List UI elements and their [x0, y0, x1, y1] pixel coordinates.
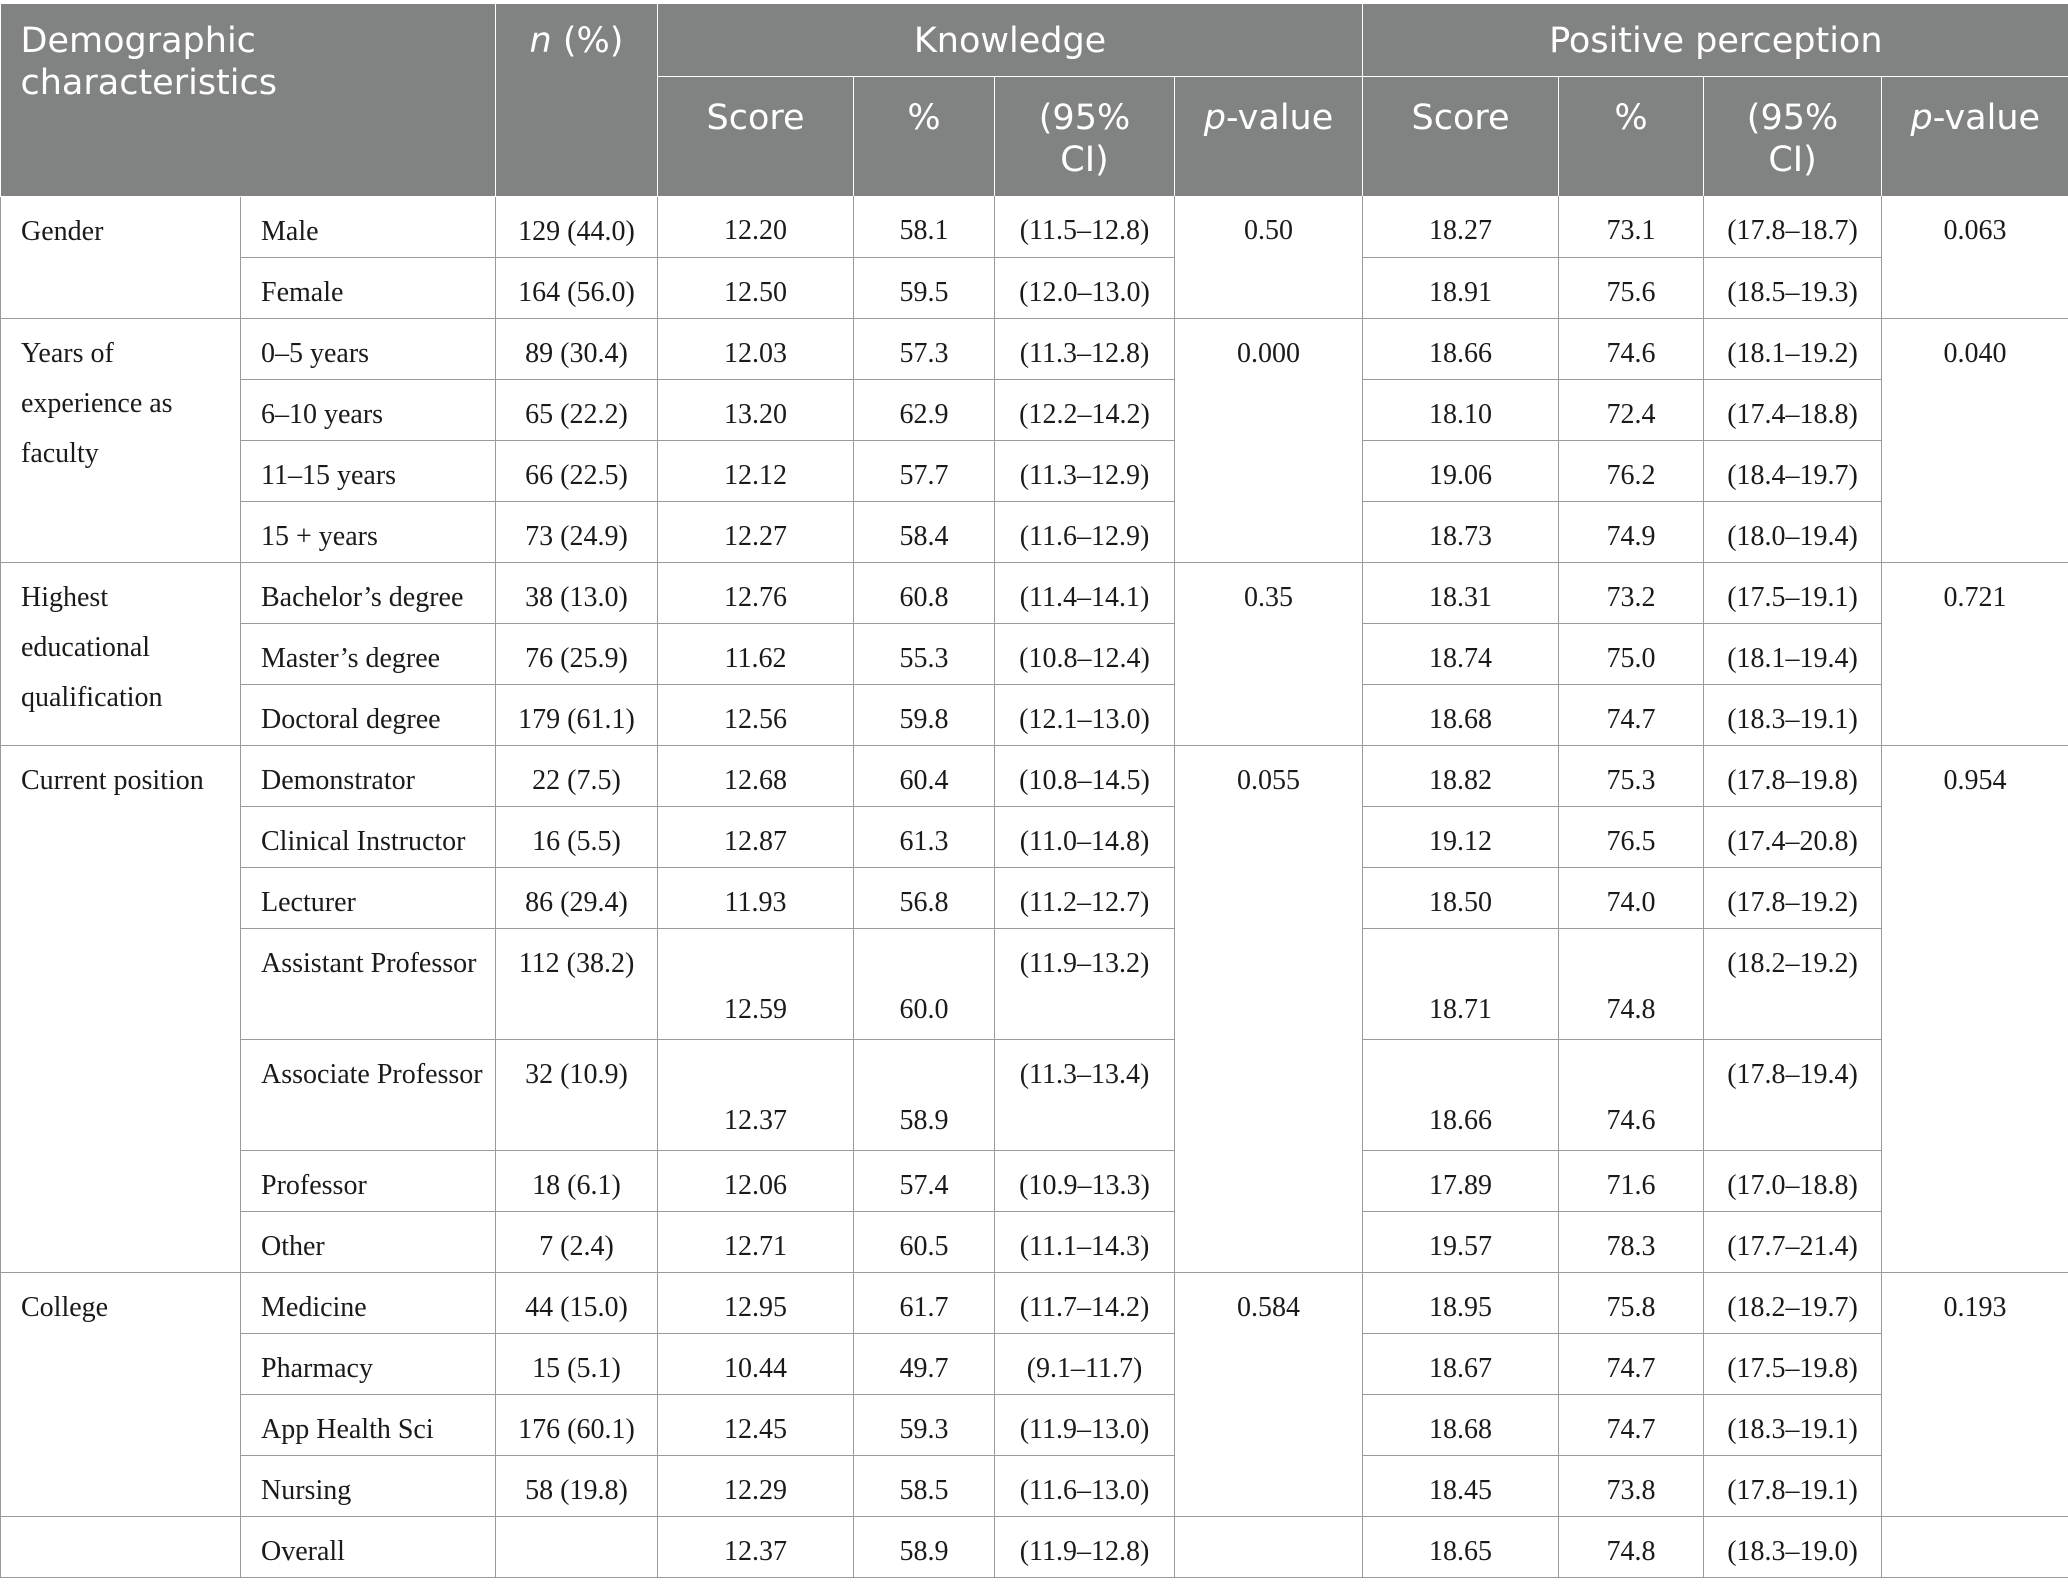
perception-score-cell: 18.74	[1363, 623, 1559, 684]
knowledge-ci-cell: (11.1–14.3)	[995, 1211, 1175, 1272]
knowledge-score-cell: 10.44	[658, 1333, 854, 1394]
perception-score-cell: 18.71	[1363, 928, 1559, 1039]
overall-perception-percent: 74.8	[1559, 1516, 1704, 1577]
table-row	[1, 440, 2068, 501]
group-label: Gender	[1, 196, 241, 318]
perception-percent-cell: 74.7	[1559, 684, 1704, 745]
knowledge-percent-cell: 60.5	[854, 1211, 995, 1272]
knowledge-ci-cell: (11.9–13.0)	[995, 1394, 1175, 1455]
perception-score-cell: 18.82	[1363, 745, 1559, 806]
knowledge-score-cell: 12.59	[658, 928, 854, 1039]
n-cell: 7 (2.4)	[496, 1211, 658, 1272]
perception-ci-cell: (18.1–19.2)	[1704, 318, 1882, 379]
perception-percent-cell: 73.2	[1559, 562, 1704, 623]
perception-ci-cell: (17.8–19.2)	[1704, 867, 1882, 928]
table-row	[1, 1455, 2068, 1516]
table-row	[1, 745, 2068, 806]
overall-knowledge-score: 12.37	[658, 1516, 854, 1577]
knowledge-ci-cell: (10.8–12.4)	[995, 623, 1175, 684]
category-label: Male	[241, 196, 496, 257]
category-label: Medicine	[241, 1272, 496, 1333]
header-n-pct: (%)	[562, 21, 624, 61]
knowledge-percent-cell: 58.5	[854, 1455, 995, 1516]
knowledge-percent-cell: 58.9	[854, 1039, 995, 1150]
knowledge-score-cell: 12.95	[658, 1272, 854, 1333]
table-body	[1, 196, 2068, 1577]
overall-knowledge-pvalue	[1175, 1516, 1363, 1577]
knowledge-percent-cell: 62.9	[854, 379, 995, 440]
knowledge-percent-cell: 59.5	[854, 257, 995, 318]
perception-ci-cell: (17.5–19.1)	[1704, 562, 1882, 623]
knowledge-score-cell: 12.20	[658, 196, 854, 257]
n-cell: 179 (61.1)	[496, 684, 658, 745]
perception-percent-cell: 75.3	[1559, 745, 1704, 806]
perception-percent-cell: 74.9	[1559, 501, 1704, 562]
group-label: Years of experience as faculty	[1, 318, 241, 562]
perception-score-cell: 19.57	[1363, 1211, 1559, 1272]
knowledge-score-cell: 12.71	[658, 1211, 854, 1272]
category-label: Assistant Professor	[241, 928, 496, 1039]
knowledge-ci-cell: (11.3–13.4)	[995, 1039, 1175, 1150]
knowledge-ci-cell: (12.2–14.2)	[995, 379, 1175, 440]
overall-n-cell	[496, 1516, 658, 1577]
table-row	[1, 1333, 2068, 1394]
header-perception-score: Score	[1363, 77, 1559, 197]
perception-score-cell: 19.06	[1363, 440, 1559, 501]
category-label: 6–10 years	[241, 379, 496, 440]
header-knowledge-pvalue	[1175, 77, 1363, 197]
knowledge-percent-cell: 60.0	[854, 928, 995, 1039]
group-label: College	[1, 1272, 241, 1516]
perception-ci-cell: (17.8–19.8)	[1704, 745, 1882, 806]
knowledge-score-cell: 11.93	[658, 867, 854, 928]
perception-percent-cell: 74.7	[1559, 1333, 1704, 1394]
knowledge-percent-cell: 61.7	[854, 1272, 995, 1333]
knowledge-percent-cell: 49.7	[854, 1333, 995, 1394]
table-row	[1, 928, 2068, 1039]
table-row	[1, 1039, 2068, 1150]
category-label: Master’s degree	[241, 623, 496, 684]
perception-ci-cell: (18.2–19.7)	[1704, 1272, 1882, 1333]
category-label: Bachelor’s degree	[241, 562, 496, 623]
header-perception-ci: (95% CI)	[1704, 77, 1882, 197]
p-value-suffix: -value	[1225, 98, 1334, 138]
knowledge-ci-cell: (12.1–13.0)	[995, 684, 1175, 745]
knowledge-ci-cell: (12.0–13.0)	[995, 257, 1175, 318]
perception-score-cell: 18.50	[1363, 867, 1559, 928]
category-label: Other	[241, 1211, 496, 1272]
header-positive-perception: Positive perception	[1363, 4, 2068, 77]
perception-percent-cell: 74.8	[1559, 928, 1704, 1039]
knowledge-score-cell: 12.45	[658, 1394, 854, 1455]
header-perception-percent: %	[1559, 77, 1704, 197]
knowledge-percent-cell: 58.1	[854, 196, 995, 257]
perception-score-cell: 18.45	[1363, 1455, 1559, 1516]
knowledge-ci-cell: (11.6–13.0)	[995, 1455, 1175, 1516]
knowledge-ci-cell: (11.3–12.8)	[995, 318, 1175, 379]
table-row	[1, 867, 2068, 928]
perception-score-cell: 18.66	[1363, 318, 1559, 379]
category-label: Doctoral degree	[241, 684, 496, 745]
perception-score-cell: 18.67	[1363, 1333, 1559, 1394]
perception-percent-cell: 75.0	[1559, 623, 1704, 684]
perception-score-cell: 18.27	[1363, 196, 1559, 257]
overall-group-cell	[1, 1516, 241, 1577]
knowledge-score-cell: 12.37	[658, 1039, 854, 1150]
table-row	[1, 318, 2068, 379]
knowledge-ci-cell: (11.7–14.2)	[995, 1272, 1175, 1333]
category-label: Associate Professor	[241, 1039, 496, 1150]
perception-ci-cell: (17.4–18.8)	[1704, 379, 1882, 440]
perception-ci-cell: (18.4–19.7)	[1704, 440, 1882, 501]
perception-ci-cell: (17.8–19.4)	[1704, 1039, 1882, 1150]
knowledge-percent-cell: 57.3	[854, 318, 995, 379]
n-cell: 44 (15.0)	[496, 1272, 658, 1333]
category-label: 0–5 years	[241, 318, 496, 379]
n-cell: 76 (25.9)	[496, 623, 658, 684]
perception-ci-cell: (17.8–19.1)	[1704, 1455, 1882, 1516]
table-row	[1, 684, 2068, 745]
category-label: App Health Sci	[241, 1394, 496, 1455]
overall-label: Overall	[241, 1516, 496, 1577]
knowledge-ci-cell: (11.4–14.1)	[995, 562, 1175, 623]
category-label: 11–15 years	[241, 440, 496, 501]
perception-pvalue-cell: 0.721	[1882, 562, 2068, 745]
perception-score-cell: 18.10	[1363, 379, 1559, 440]
perception-pvalue-cell: 0.954	[1882, 745, 2068, 1272]
knowledge-pvalue-cell: 0.000	[1175, 318, 1363, 562]
knowledge-percent-cell: 58.4	[854, 501, 995, 562]
p-italic: p	[1910, 98, 1933, 138]
n-cell: 129 (44.0)	[496, 196, 658, 257]
n-cell: 16 (5.5)	[496, 806, 658, 867]
perception-score-cell: 18.95	[1363, 1272, 1559, 1333]
header-perception-pvalue	[1882, 77, 2068, 197]
knowledge-score-cell: 12.12	[658, 440, 854, 501]
perception-score-cell: 18.68	[1363, 684, 1559, 745]
n-cell: 66 (22.5)	[496, 440, 658, 501]
knowledge-ci-cell: (11.0–14.8)	[995, 806, 1175, 867]
perception-ci-cell: (17.8–18.7)	[1704, 196, 1882, 257]
perception-pvalue-cell: 0.193	[1882, 1272, 2068, 1516]
knowledge-score-cell: 12.29	[658, 1455, 854, 1516]
perception-percent-cell: 76.2	[1559, 440, 1704, 501]
p-value-suffix: -value	[1932, 98, 2041, 138]
n-cell: 38 (13.0)	[496, 562, 658, 623]
category-label: Lecturer	[241, 867, 496, 928]
perception-ci-cell: (17.7–21.4)	[1704, 1211, 1882, 1272]
knowledge-pvalue-cell: 0.35	[1175, 562, 1363, 745]
table-row	[1, 806, 2068, 867]
table-row	[1, 1394, 2068, 1455]
knowledge-ci-cell: (11.5–12.8)	[995, 196, 1175, 257]
table-row	[1, 379, 2068, 440]
perception-pvalue-cell: 0.063	[1882, 196, 2068, 318]
table-row	[1, 196, 2068, 257]
perception-percent-cell: 75.6	[1559, 257, 1704, 318]
knowledge-ci-cell: (10.8–14.5)	[995, 745, 1175, 806]
table-row	[1, 1150, 2068, 1211]
overall-perception-ci: (18.3–19.0)	[1704, 1516, 1882, 1577]
knowledge-pvalue-cell: 0.50	[1175, 196, 1363, 318]
perception-pvalue-cell: 0.040	[1882, 318, 2068, 562]
knowledge-percent-cell: 57.4	[854, 1150, 995, 1211]
knowledge-ci-cell: (11.9–13.2)	[995, 928, 1175, 1039]
header-knowledge-ci: (95% CI)	[995, 77, 1175, 197]
perception-score-cell: 18.66	[1363, 1039, 1559, 1150]
perception-percent-cell: 74.6	[1559, 1039, 1704, 1150]
n-cell: 164 (56.0)	[496, 257, 658, 318]
p-italic: p	[1203, 98, 1226, 138]
n-cell: 112 (38.2)	[496, 928, 658, 1039]
knowledge-score-cell: 12.68	[658, 745, 854, 806]
table-row	[1, 1211, 2068, 1272]
perception-ci-cell: (18.2–19.2)	[1704, 928, 1882, 1039]
category-label: Professor	[241, 1150, 496, 1211]
demographics-table	[0, 4, 2068, 1578]
n-cell: 22 (7.5)	[496, 745, 658, 806]
knowledge-percent-cell: 59.8	[854, 684, 995, 745]
perception-percent-cell: 78.3	[1559, 1211, 1704, 1272]
table-header	[1, 4, 2068, 196]
perception-score-cell: 19.12	[1363, 806, 1559, 867]
table-row	[1, 562, 2068, 623]
n-cell: 15 (5.1)	[496, 1333, 658, 1394]
knowledge-score-cell: 12.06	[658, 1150, 854, 1211]
table-row	[1, 257, 2068, 318]
category-label: Nursing	[241, 1455, 496, 1516]
perception-ci-cell: (18.3–19.1)	[1704, 1394, 1882, 1455]
knowledge-score-cell: 12.03	[658, 318, 854, 379]
perception-ci-cell: (18.3–19.1)	[1704, 684, 1882, 745]
n-cell: 89 (30.4)	[496, 318, 658, 379]
knowledge-ci-cell: (9.1–11.7)	[995, 1333, 1175, 1394]
category-label: Demonstrator	[241, 745, 496, 806]
knowledge-percent-cell: 59.3	[854, 1394, 995, 1455]
knowledge-score-cell: 11.62	[658, 623, 854, 684]
perception-percent-cell: 71.6	[1559, 1150, 1704, 1211]
n-cell: 86 (29.4)	[496, 867, 658, 928]
knowledge-percent-cell: 55.3	[854, 623, 995, 684]
table-row	[1, 501, 2068, 562]
n-cell: 32 (10.9)	[496, 1039, 658, 1150]
header-knowledge-percent: %	[854, 77, 995, 197]
perception-percent-cell: 75.8	[1559, 1272, 1704, 1333]
knowledge-score-cell: 13.20	[658, 379, 854, 440]
overall-row	[1, 1516, 2068, 1577]
n-cell: 176 (60.1)	[496, 1394, 658, 1455]
overall-perception-pvalue	[1882, 1516, 2068, 1577]
perception-ci-cell: (17.4–20.8)	[1704, 806, 1882, 867]
header-knowledge: Knowledge	[658, 4, 1363, 77]
perception-percent-cell: 73.8	[1559, 1455, 1704, 1516]
perception-percent-cell: 72.4	[1559, 379, 1704, 440]
knowledge-percent-cell: 56.8	[854, 867, 995, 928]
n-cell: 58 (19.8)	[496, 1455, 658, 1516]
perception-ci-cell: (18.0–19.4)	[1704, 501, 1882, 562]
header-n-italic: n	[529, 21, 552, 61]
category-label: Female	[241, 257, 496, 318]
perception-percent-cell: 73.1	[1559, 196, 1704, 257]
perception-ci-cell: (18.5–19.3)	[1704, 257, 1882, 318]
perception-score-cell: 18.91	[1363, 257, 1559, 318]
perception-ci-cell: (18.1–19.4)	[1704, 623, 1882, 684]
perception-percent-cell: 76.5	[1559, 806, 1704, 867]
category-label: Clinical Instructor	[241, 806, 496, 867]
knowledge-percent-cell: 60.4	[854, 745, 995, 806]
header-n	[496, 4, 658, 196]
perception-score-cell: 18.68	[1363, 1394, 1559, 1455]
overall-knowledge-percent: 58.9	[854, 1516, 995, 1577]
perception-ci-cell: (17.5–19.8)	[1704, 1333, 1882, 1394]
n-cell: 18 (6.1)	[496, 1150, 658, 1211]
knowledge-score-cell: 12.50	[658, 257, 854, 318]
knowledge-percent-cell: 60.8	[854, 562, 995, 623]
n-cell: 65 (22.2)	[496, 379, 658, 440]
knowledge-score-cell: 12.27	[658, 501, 854, 562]
knowledge-score-cell: 12.76	[658, 562, 854, 623]
group-label: Current position	[1, 745, 241, 1272]
perception-percent-cell: 74.6	[1559, 318, 1704, 379]
category-label: Pharmacy	[241, 1333, 496, 1394]
table-row	[1, 623, 2068, 684]
header-knowledge-score: Score	[658, 77, 854, 197]
perception-score-cell: 18.73	[1363, 501, 1559, 562]
knowledge-pvalue-cell: 0.055	[1175, 745, 1363, 1272]
knowledge-ci-cell: (11.3–12.9)	[995, 440, 1175, 501]
perception-percent-cell: 74.7	[1559, 1394, 1704, 1455]
knowledge-ci-cell: (11.6–12.9)	[995, 501, 1175, 562]
perception-score-cell: 18.31	[1363, 562, 1559, 623]
perception-percent-cell: 74.0	[1559, 867, 1704, 928]
perception-score-cell: 17.89	[1363, 1150, 1559, 1211]
category-label: 15 + years	[241, 501, 496, 562]
header-demographic: Demographic characteristics	[1, 4, 496, 196]
group-label: Highest educational qualification	[1, 562, 241, 745]
table-row	[1, 1272, 2068, 1333]
n-cell: 73 (24.9)	[496, 501, 658, 562]
knowledge-percent-cell: 57.7	[854, 440, 995, 501]
knowledge-score-cell: 12.56	[658, 684, 854, 745]
overall-perception-score: 18.65	[1363, 1516, 1559, 1577]
perception-ci-cell: (17.0–18.8)	[1704, 1150, 1882, 1211]
knowledge-score-cell: 12.87	[658, 806, 854, 867]
knowledge-percent-cell: 61.3	[854, 806, 995, 867]
overall-knowledge-ci: (11.9–12.8)	[995, 1516, 1175, 1577]
knowledge-pvalue-cell: 0.584	[1175, 1272, 1363, 1516]
knowledge-ci-cell: (11.2–12.7)	[995, 867, 1175, 928]
knowledge-ci-cell: (10.9–13.3)	[995, 1150, 1175, 1211]
